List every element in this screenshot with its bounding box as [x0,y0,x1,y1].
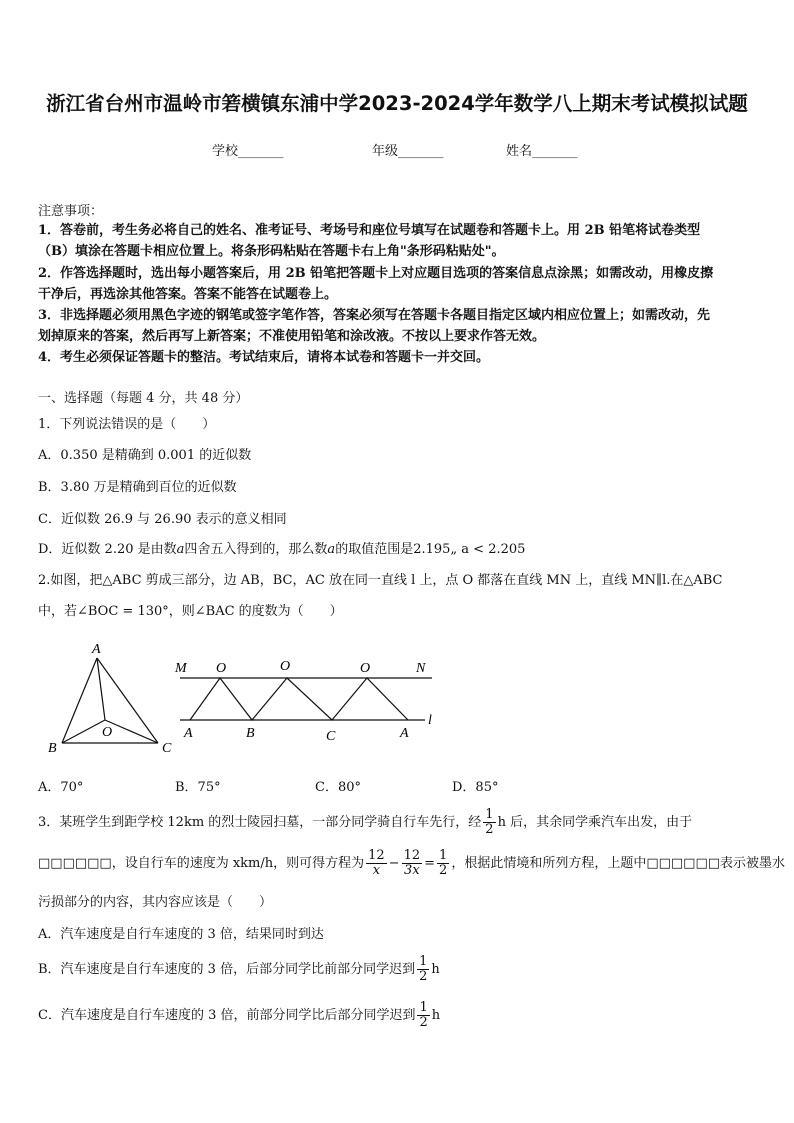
grade-field: 年级_______ [372,144,444,159]
label-l: l [428,713,432,728]
label-c: C [326,729,336,744]
unit-h: h [431,1008,441,1023]
fraction-denominator: 2 [419,969,428,984]
fraction-numerator: 1 [485,807,494,822]
fraction-denominator: 2 [485,822,494,837]
zigzag-figure [170,650,450,750]
label-c: C [162,741,172,755]
label-o: O [280,659,291,674]
fraction-half [483,808,495,837]
page-title: 浙江省台州市温岭市箬横镇东浦中学2023-2024学年数学八上期末考试模拟试题 [46,92,748,115]
school-field: 学校_______ [212,144,284,159]
q2-line2: 中，若∠BOC = 130°，则∠BAC 的度数为（ ） [38,604,343,619]
label-o: O [216,661,227,676]
minus-sign: − [388,856,400,871]
notice-line: 1．答卷前，考生务必将自己的姓名、准考证号、考场号和座位号填写在试题卷和答题卡上。用 2B 铅笔将试卷类型 [38,223,701,238]
q1-d-range: 2.195„ a < 2.205 [413,542,526,557]
q3-line1 [38,808,692,837]
q1-d-mid1: 四舍五入得到的，那么数 [184,542,328,557]
fraction-numerator: 12 [368,848,385,863]
q3-c-text: C．汽车速度是自行车速度的 3 倍，前部分同学比后部分同学迟到 [38,1008,416,1023]
label-n: N [416,661,426,676]
q2-option-b: B．75° [175,780,221,795]
notice-line: 4．考生必须保证答题卡的整洁。考试结束后，请将本试卷和答题卡一并交回。 [38,350,490,365]
fraction-numerator: 1 [419,1000,428,1015]
q2-option-c: C．80° [315,780,361,795]
label-a: A [184,726,193,741]
fraction-denominator: 2 [439,863,448,878]
q1-option-d [38,540,525,560]
fraction-half [437,849,449,878]
label-b: B [246,726,255,741]
q3-line2 [38,849,785,878]
q3-option-c [38,1001,440,1030]
q2-option-a: A．70° [38,780,84,795]
name-field: 姓名_______ [506,144,578,159]
label-m: M [175,661,187,676]
notice-line: 划掉原来的答案，然后再写上新答案；不准使用铅笔和涂改液。不按以上要求作答无效。 [38,329,546,344]
notice-line: （B）填涂在答题卡相应位置上。将条形码粘贴在答题卡右上角"条形码粘贴处"。 [38,244,505,259]
label-o: O [102,725,113,740]
label-o: O [360,661,371,676]
q1-d-prefix: D．近似数 2.20 是由数 [38,542,177,557]
q2-option-d: D．85° [452,780,499,795]
q1-stem: 1．下列说法错误的是（ ） [38,417,216,432]
unit-h: h [431,962,440,977]
var-a: a [176,542,185,557]
fraction-numerator: 1 [419,954,428,969]
fraction-half [417,955,429,984]
q2-line1: 2.如图，把△ABC 剪成三部分，边 AB，BC，AC 放在同一直线 l 上，点 O 都落在直线 MN 上，直线 MN∥l.在△ABC [38,573,723,588]
fraction-denominator: 3x [404,863,420,878]
q1-option-b: B．3.80 万是精确到百位的近似数 [38,480,237,495]
notice-line: 干净后，再选涂其他答案。答案不能答在试题卷上。 [38,287,338,302]
label-b: B [48,741,57,755]
section-heading: 一、选择题（每题 4 分，共 48 分） [38,391,249,406]
fraction-half [417,1001,429,1030]
label-a: A [400,726,409,741]
q3-line2-prefix: □□□□□□，设自行车的速度为 xkm/h，则可得方程为 [38,856,365,871]
q3-line2-suffix: ，根据此情境和所列方程，上题中□□□□□□表示被墨水 [451,856,786,871]
fraction-numerator: 1 [439,848,448,863]
q3-b-text: B．汽车速度是自行车速度的 3 倍，后部分同学比前部分同学迟到 [38,962,416,977]
triangle-figure [40,640,180,755]
q3-line3: 污损部分的内容，其内容应该是（ ） [38,895,273,910]
q1-option-c: C．近似数 26.9 与 26.90 表示的意义相同 [38,512,287,527]
fraction-denominator: 2 [419,1015,428,1030]
fraction-12-over-x [366,849,387,878]
equals-sign: = [424,856,436,871]
notice-heading: 注意事项： [38,204,104,219]
label-a: A [92,642,101,657]
q3-option-a: A．汽车速度是自行车速度的 3 倍，结果同时到达 [38,927,324,942]
var-a: a [327,542,336,557]
fraction-denominator: x [372,863,381,878]
q1-d-mid2: 的取值范围是 [335,542,414,557]
fraction-numerator: 12 [403,848,421,863]
notice-line: 3．非选择题必须用黑色字迹的钢笔或签字笔作答，答案必须写在答题卡各题目指定区域内相应位置上；如需改动，先 [38,308,711,323]
q3-line1-prefix: 3．某班学生到距学校 12km 的烈士陵园扫墓，一部分同学骑自行车先行，经 [38,815,482,830]
fraction-12-over-3x [402,849,423,878]
q3-line1-suffix: h 后，其余同学乘汽车出发，由于 [497,815,693,830]
q3-option-b [38,955,440,984]
notice-line: 2．作答选择题时，选出每小题答案后，用 2B 铅笔把答题卡上对应题目选项的答案信息点涂黑；如需改动，用橡皮擦 [38,266,714,281]
q1-option-a: A．0.350 是精确到 0.001 的近似数 [38,448,252,463]
